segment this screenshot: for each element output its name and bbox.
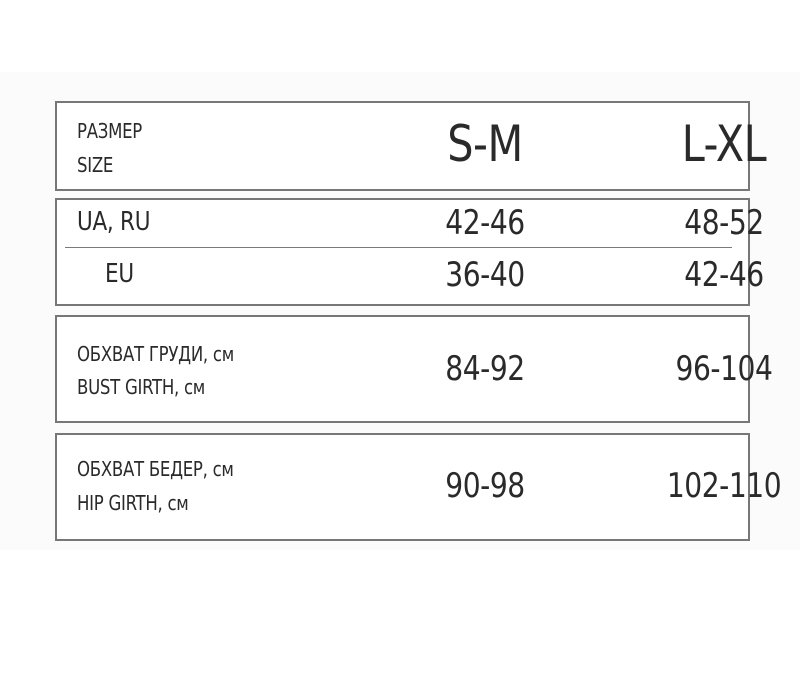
size-label-ru: РАЗМЕР (77, 119, 142, 143)
ua-ru-label: UA, RU (77, 207, 151, 237)
bust-label-en: BUST GIRTH, см (77, 375, 206, 399)
eu-l-xl-value: 42-46 (684, 255, 764, 295)
size-col-l-xl: L-XL (681, 115, 767, 173)
ua-ru-l-xl-value: 48-52 (684, 203, 764, 243)
size-col-s-m: S-M (447, 115, 523, 173)
hip-s-m-value: 90-98 (445, 466, 525, 506)
hip-l-xl-value: 102-110 (666, 466, 782, 506)
hip-girth-row (55, 433, 782, 541)
eu-s-m-value: 36-40 (445, 255, 525, 295)
eu-label: EU (105, 259, 134, 289)
ua-ru-s-m-value: 42-46 (445, 203, 525, 243)
size-conversion-row (55, 198, 764, 306)
bust-s-m-value: 84-92 (445, 349, 525, 389)
bust-girth-row (55, 315, 773, 423)
conversion-divider (65, 247, 732, 248)
hip-label-en: HIP GIRTH, см (77, 491, 189, 515)
size-label-en: SIZE (77, 153, 114, 177)
size-header-row (55, 101, 767, 191)
bust-label-ru: ОБХВАТ ГРУДИ, см (77, 342, 234, 366)
bust-l-xl-value: 96-104 (675, 349, 773, 389)
hip-label-ru: ОБХВАТ БЕДЕР, см (77, 457, 234, 481)
